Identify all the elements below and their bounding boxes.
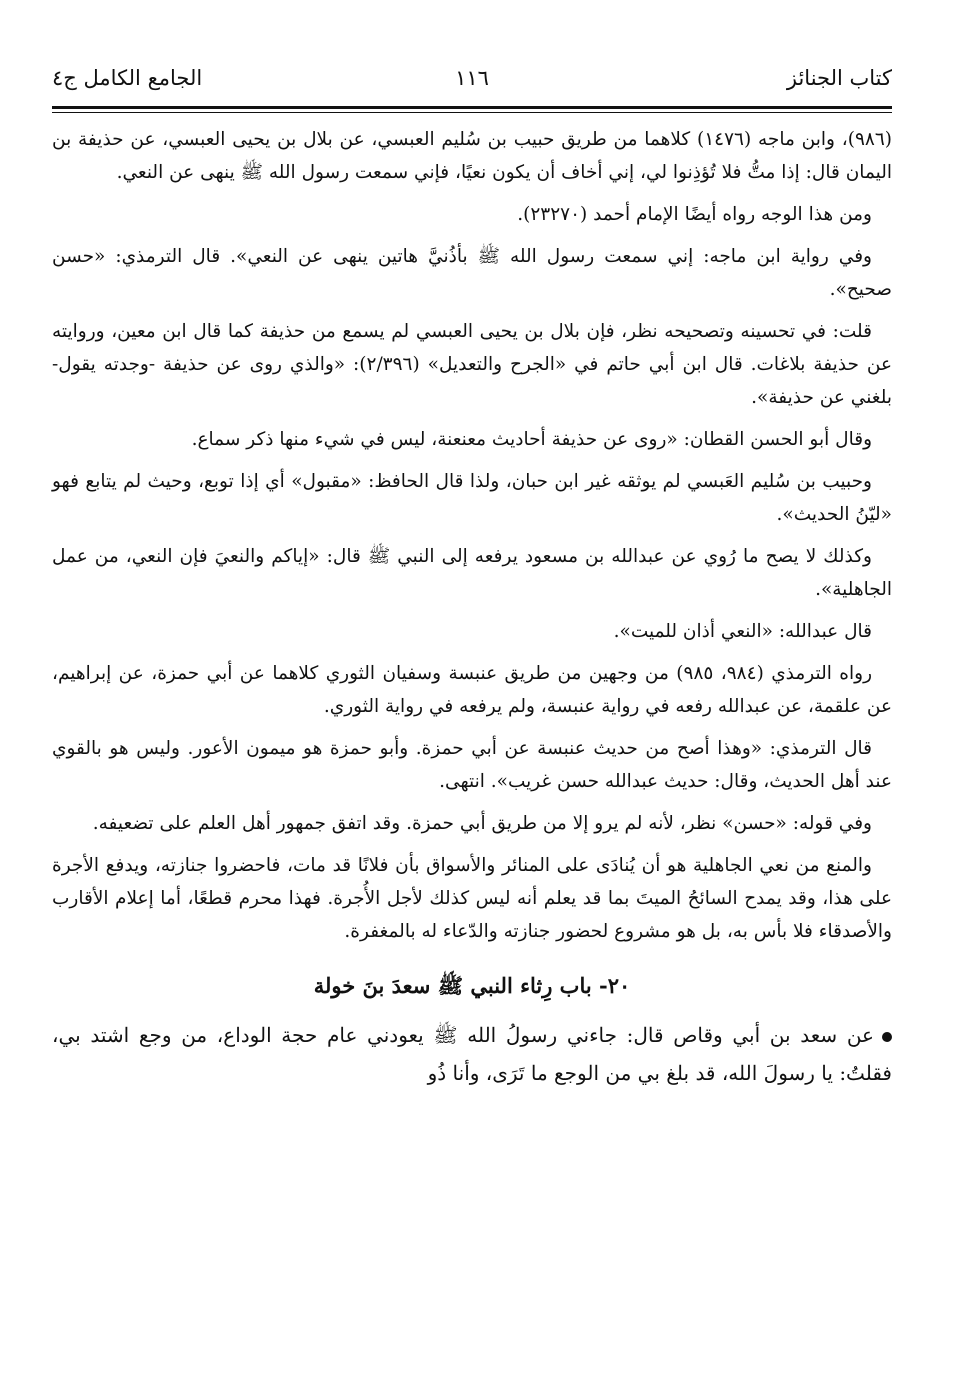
paragraph-4: قلت: في تحسينه وتصحيحه نظر، فإن بلال بن يحيى العبسي لم يسمع من حذيفة كما قال ابن معين، وروايته عن حذيفة بلاغات. قال ابن أبي حاتم في «الجرح والتعديل» (٢/٣٩٦): «والذي روى عن حذيفة -وجدته يقول- بلغني عن حذيفة».	[52, 321, 893, 408]
paragraph-10: قال الترمذي: «وهذا أصح من حديث عنبسة عن أبي حمزة. وأبو حمزة هو ميمون الأعور. وليس هو بالقوي عند أهل الحديث، وقال: حديث عبدالله حسن غريب». انتهى.	[52, 738, 892, 792]
paragraph-8: قال عبدالله: «النعي أذان للميت».	[613, 621, 872, 642]
header-rule-thin	[52, 112, 892, 113]
bullet-icon	[882, 1032, 892, 1042]
paragraph-2: ومن هذا الوجه رواه أيضًا الإمام أحمد (٢٣٢٧٠).	[517, 204, 872, 225]
paragraph-7: وكذلك لا يصح ما رُوي عن عبدالله بن مسعود يرفعه إلى النبي ﷺ قال: «إياكم والنعيَ فإن النعي، من عمل الجاهلية».	[52, 546, 892, 600]
hadith-text-block	[52, 1016, 892, 1092]
header-volume-title: الجامع الكامل ج٤	[52, 66, 203, 90]
paragraph-5: وقال أبو الحسن القطان: «روى عن حذيفة أحاديث معنعنة، ليس في شيء منها ذكر سماع.	[191, 429, 872, 450]
paragraph-11: وفي قوله: «حسن» نظر، لأنه لم يرو إلا من طريق أبي حمزة. وقد اتفق جمهور أهل العلم على تضعيفه.	[92, 813, 872, 834]
page-number: ١١٦	[455, 66, 489, 90]
hadith-text: عن سعد بن أبي وقاص قال: جاءني رسولُ الله ﷺ يعودني عام حجة الوداع، من وجع اشتد بي، فقلتُ: يا رسولَ الله، قد بلغ بي من الوجع ما تَرَى، وأنا ذُو	[52, 1023, 892, 1085]
paragraph-9: رواه الترمذي (٩٨٤، ٩٨٥) من وجهين من طريق عنبسة وسفيان الثوري كلاهما عن أبي حمزة، عن إبراهيم، عن علقمة، عن عبدالله رفعه في رواية عنبسة، ولم يرفعه في رواية الثوري.	[52, 663, 892, 717]
running-header	[52, 60, 892, 104]
chapter-heading: ٢٠- باب رِثاء النبي ﷺ سعدَ بنَ خولة	[313, 973, 631, 998]
header-book-title: كتاب الجنائز	[786, 66, 892, 90]
paragraph-12: والمنع من نعي الجاهلية هو أن يُنادَى على المنائر والأسواق بأن فلانًا قد مات، فاحضروا جنازته، ويدفع الأجرة على هذا، وقد يمدح السائحُ الميتَ بما قد يعلم أنه ليس كذلك لأجل الأُجرة. فهذا محرم قطعًا، أما إعلام الأقارب والأصدقاء فلا بأس به، بل هو مشروع لحضور جنازته والدّعاء له بالمغفرة.	[52, 855, 892, 942]
paragraph-1: (٩٨٦)، وابن ماجه (١٤٧٦) كلاهما من طريق حبيب بن سُليم العبسي، عن بلال بن يحيى العبسي، عن حذيفة بن اليمان قال: إذا متُّ فلا تُؤذِنوا لي، إني أخاف أن يكون نعيًا، فإني سمعت رسول الله ﷺ ينهى عن النعي.	[52, 129, 892, 183]
paragraph-6: وحبيب بن سُليم العَبسي لم يوثقه غير ابن حبان، ولذا قال الحافظ: «مقبول» أي إذا توبع، وحيث لم يتابع فهو «ليّنُ الحديث».	[52, 471, 892, 525]
page-body	[52, 123, 892, 1092]
paragraph-3: وفي رواية ابن ماجه: إني سمعت رسول الله ﷺ بأذُنيَّ هاتين ينهى عن النعي». قال الترمذي: «حسن صحيح».	[52, 246, 892, 300]
book-page	[52, 60, 892, 1092]
header-rule-thick	[52, 106, 892, 109]
